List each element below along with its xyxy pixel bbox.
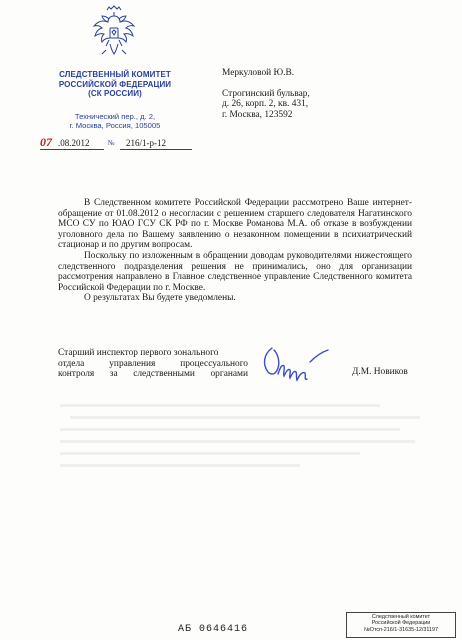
recipient-address-line: д. 26, корп. 2, кв. 431, xyxy=(222,99,309,110)
stamp-line: Российской Федерации xyxy=(371,620,431,627)
registration-stamp xyxy=(346,612,456,638)
number-label: № xyxy=(108,139,115,147)
date-underline xyxy=(40,149,104,150)
letter-body xyxy=(58,198,412,304)
form-serial-number: АБ 0646416 xyxy=(178,624,249,635)
organization-line: (СК РОССИИ) xyxy=(88,89,142,99)
recipient-block xyxy=(222,68,432,120)
double-headed-eagle-emblem-icon xyxy=(92,4,136,60)
signatory-title-line: контроля за следственными органами xyxy=(58,369,248,380)
organization-line: СЛЕДСТВЕННЫЙ КОМИТЕТ xyxy=(59,70,171,79)
number-underline xyxy=(120,149,192,150)
recipient-address-line: Строгинский бульвар, xyxy=(222,88,310,99)
signatory-title-line: Старший инспектор первого зонального xyxy=(58,348,219,358)
signer-name: Д.М. Новиков xyxy=(352,367,408,377)
date-and-number xyxy=(40,135,200,152)
signatory-title xyxy=(58,348,248,380)
organization-address xyxy=(50,112,180,130)
show-through-text xyxy=(60,400,420,470)
address-line: г. Москва, Россия, 105005 xyxy=(69,121,161,130)
signatory-title-line: отдела управления процессуального xyxy=(58,358,248,369)
body-paragraph: О результатах Вы будете уведомлены. xyxy=(84,293,236,304)
document-number: 216/1-р-12 xyxy=(126,138,166,148)
recipient-address-line: г. Москва, 123592 xyxy=(222,109,293,120)
date-day: 07 xyxy=(40,135,52,149)
organization-name xyxy=(40,70,190,99)
organization-line: РОССИЙСКОЙ ФЕДЕРАЦИИ xyxy=(58,79,172,89)
date-month-year: .08.2012 xyxy=(58,138,90,148)
recipient-name: Меркуловой Ю.В. xyxy=(222,68,295,78)
handwritten-signature xyxy=(258,344,338,384)
body-paragraph: Поскольку по изложенным в обращении доводам руководителями нижестоящего следственного подразделения решения не принимались, оно для организации рассмотрения направлено в Главное следственное управление Следственного комитета Российской Федерации по г. Москве. xyxy=(58,250,412,293)
address-line: Технический пер., д. 2, xyxy=(74,112,156,121)
body-paragraph: В Следственном комитете Российской Федерации рассмотрено Ваше интернет-обращение от 01.08.2012 о несогласии с решением старшего следователя Нагатинского МСО СУ по ЮАО ГСУ СК РФ по г. Москве Романова М.А. об отказе в возбуждении уголовного дела по Вашему заявлению о незаконном помещении в психиатрический стационар и по другим вопросам. xyxy=(58,198,412,251)
stamp-line: Следственный комитет xyxy=(371,614,431,620)
stamp-line: №Отсп-216/1-31635-12/31197 xyxy=(364,626,438,633)
